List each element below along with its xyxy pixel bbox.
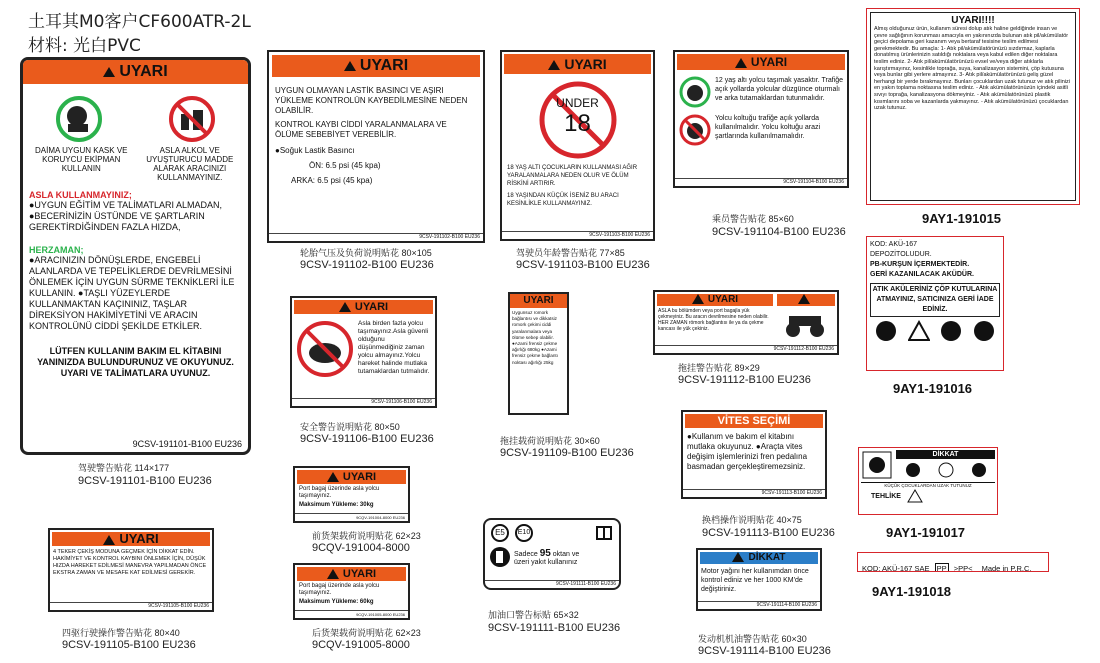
heading-never: ASLA KULLANMAYINIZ; — [29, 190, 132, 200]
label-gear-selection — [681, 410, 827, 499]
caption-tow-load: 拖挂载荷说明贴花 30×60 — [500, 436, 600, 446]
eye-protection-icon — [905, 462, 921, 478]
label-title: UYARI — [750, 55, 788, 69]
disposal-body: Almış olduğunuz ürün, kullanım süresi dolup atık haline geldiğinde insan ve çevre sağlığının korunması amacıyla en yakınınızda bulunan atık pil/akümülatör geçici depolama geri kazanım veya bertaraf tesisine teslim edilmesi gerekmektedir. Bu amaçla: 1- Atık pil/akümülatörünüzü sızdırmaz, kaplarla donatılmış ürünlerinizin satıldığı noktalara veya kabul edilen diğer noktalara teslim ediniz. 2- Atık pil/akümülatörünüzü evsel ve/veya diğer atıklarla karıştırmayınız, kesinlikle toprağa, suya, kanalizasyon sistemini, çöp kutusuna veya bunlar gibi yerlere atmayınız. 3- Atık pil/akümülatörünüzü geliş güzel herhangi bir yerde bırakmayınız. Bunları çocuklardan uzak tutunuz ve atık pilinizi en yakın toplama noktasına teslim ediniz. - Atık akümülatörünüzün içindeki asitli sıvıyı toprağa, kanalizasyona dökmeyiniz. - Atık akümülatörünüzü plastik kısımlarını soba ve kazanlarda yakmayınız. - Atık akümülatörünüzü çocuklardan uzak tutunuz. — [874, 26, 1070, 112]
rack-paragraph: Port bagaj üzerinde asla yolcu taşımayınız. — [299, 486, 380, 499]
warning-triangle-icon — [103, 535, 115, 545]
label-footer-code: 9CQV-191004-8000 EU236 — [295, 513, 408, 521]
warning-triangle-icon — [548, 60, 560, 70]
code-rear-rack: 9CQV-191005-8000 — [312, 639, 410, 651]
warning-triangle-icon — [692, 294, 704, 304]
label-header — [657, 294, 773, 306]
front-pressure: ÖN: 6.5 psi (45 kpa) — [309, 161, 381, 170]
rear-pressure: ARKA: 6.5 psi (45 kpa) — [291, 176, 373, 185]
label-header — [272, 55, 480, 77]
return-box: ATIK AKÜLERİNİZ ÇÖP KUTULARINA ATMAYINIZ, SATICINIZA GERİ İADE EDİNİZ. — [870, 283, 1000, 317]
fuel-text-1: Sadece — [514, 551, 538, 558]
max-load: Maksimum Yükleme: 60kg — [299, 599, 374, 605]
label-rear-rack — [293, 563, 410, 620]
alcohol-caption: ASLA ALKOL VE UYUŞTURUCU MADDE ALARAK ARACINIZI KULLANMAYINIZ. — [146, 146, 234, 182]
no-extra-passenger-icon — [296, 320, 354, 378]
manual-note: LÜTFEN KULLANIM BAKIM EL KİTABINI YANINIZDA BULUNDURUNUZ VE OKUYUNUZ. UYARI VE TALİMATLARA UYUNUZ. — [37, 346, 234, 378]
code-safety-warning: 9CSV-191106-B100 EU236 — [300, 433, 434, 445]
e5-badge: E5 — [491, 524, 509, 542]
code-front-rack: 9CQV-191004-8000 — [312, 542, 410, 554]
label-header — [52, 532, 210, 546]
label-engine-oil — [696, 548, 822, 611]
label-title: DİKKAT — [748, 552, 786, 563]
recycle-line: GERİ KAZANILACAK AKÜDÜR. — [870, 271, 974, 278]
deposit-line: DEPOZİTOLUDUR. — [870, 251, 932, 258]
paragraph-never: ●UYGUN EĞİTİM VE TALİMATLARI ALMADAN, ●BECERİNİZİN ÜSTÜNDE VE ŞARTLARIN GEREKTİRDİĞİNDEN FAZLA HIZDA, — [29, 200, 222, 232]
label-title: UYARI — [119, 63, 168, 80]
pp-badge: PP — [936, 564, 947, 572]
label-header-right — [777, 294, 835, 306]
label-footer-code: 9CSV-191114-B100 EU236 — [698, 601, 820, 609]
oil-body: Motor yağını her kullanımdan önce kontrol ediniz ve her 1000 KM'de değiştiriniz. — [701, 568, 809, 593]
lead-line: PB-KURŞUN İÇERMEKTEDİR. — [870, 261, 970, 268]
label-footer-code: 9CSV-191101-B100 EU236 — [132, 439, 242, 449]
code-age-warning: 9CSV-191103-B100 EU236 — [516, 259, 650, 271]
label-tow-warning — [653, 290, 839, 355]
label-header — [700, 552, 818, 564]
explosion-icon — [907, 489, 923, 503]
paragraph-1: UYGUN OLMAYAN LASTİK BASINCI VE AŞIRI YÜKLEME KONTROLÜN KAYBEDİLMESİNE NEDEN OLABİLİR. — [275, 86, 468, 115]
label-fuel-cap — [483, 518, 621, 590]
code-driving-warning: 9CSV-191101-B100 EU236 — [78, 475, 212, 487]
caption-front-rack: 前货架载荷说明贴花 62×23 — [312, 531, 421, 541]
label-header — [677, 54, 845, 70]
label-title: UYARI — [342, 471, 377, 483]
paragraph-1: 18 YAŞ ALTI ÇOCUKLARIN KULLANMASI AĞIR YARALANMALARA NEDEN OLUR VE ÖLÜM RİSKİNİ ARTIRIR. — [507, 165, 638, 187]
label-header — [23, 60, 248, 84]
label-footer-code: 9CSV-191103-B100 EU236 — [502, 231, 653, 239]
octane-number: 95 — [539, 548, 551, 559]
read-manual-icon — [971, 462, 987, 478]
paragraph-2: Yolcu koltuğu trafiğe açık yollarda kullanılmalıdır. Yolcu koltuğu arazi şartlarında kullanılmamalıdır. — [715, 115, 821, 140]
kod-strip-text: KOD: AKÜ-167 SAE — [862, 564, 930, 572]
label-header — [294, 300, 433, 314]
label-title: UYARI — [119, 531, 159, 546]
cold-tire-heading: ●Soğuk Lastik Basıncı — [275, 146, 355, 155]
label-title: UYARI — [707, 294, 739, 305]
made-in: Made in P.R.C. — [981, 564, 1032, 572]
label-passenger-warning — [673, 50, 849, 188]
header-line-1: 土耳其M0客户CF600ATR-2L — [28, 12, 251, 32]
label-4wd-warning — [48, 528, 214, 612]
label-safety-warning — [290, 296, 437, 408]
caption-tire-pressure: 轮胎气压及负荷说明贴花 80×105 — [300, 248, 432, 258]
label-footer-code: 9CSV-191112-B100 EU236 — [655, 345, 837, 353]
caption-passenger-warning: 乘员警告贴花 85×60 — [712, 214, 794, 224]
label-title: DİKKAT — [896, 450, 995, 459]
book-icon — [595, 524, 613, 542]
read-manual-icon — [973, 320, 995, 342]
paragraph-2: KONTROL KAYBI CİDDİ YARALANMALARA VE ÖLÜME SEBEBİYET VEREBİLİR. — [275, 120, 447, 139]
tehlike-text: TEHLİKE — [871, 492, 901, 500]
label-battery-disposal — [866, 8, 1080, 205]
corrosive-icon — [861, 450, 893, 480]
label-title: UYARI!!!! — [951, 15, 995, 26]
label-front-rack — [293, 466, 410, 523]
caption-driving-warning: 驾驶警告贴花 114×177 — [78, 463, 170, 473]
label-kod-strip — [857, 552, 1049, 572]
label-header — [297, 470, 406, 484]
label-tire-pressure — [267, 50, 485, 243]
paragraph-always: ●ARACINIZIN DÖNÜŞLERDE, ENGEBELİ ALANLARDA VE TEPELİKLERDE DEVRİLMESİNİ ÖNLEMEK İÇİN UYGUN SÜRME TEKNİKLERİ İLE KULLANIN. ●TAŞLI YÜZEYLERDE KULLANMAKTAN KAÇININIZ, TAŞLAR DİREKSİYON HAKİMİYETİNİ VE ARACIN KONTROLÜNÜ CİDDİ ŞEKİLDE ETKİLER. — [29, 255, 235, 331]
caption-tow-warning: 拖挂警告贴花 89×29 — [678, 363, 760, 373]
no-smoking-icon — [938, 462, 954, 478]
label-header — [504, 54, 651, 74]
caption-engine-oil: 发动机机油警告贴花 60×30 — [698, 634, 807, 644]
e10-badge: E10 — [515, 524, 533, 542]
under-text: UNDER — [556, 96, 599, 110]
label-title: VİTES SEÇİMİ — [717, 415, 791, 427]
label-dikkat-battery — [858, 447, 998, 515]
no-fire-icon — [875, 320, 897, 342]
code-tow-warning: 9CSV-191112-B100 EU236 — [678, 374, 811, 386]
label-driving-warning — [20, 57, 251, 455]
label-footer-code: 9CSV-191113-B100 EU236 — [683, 489, 825, 497]
heading-always: HERZAMAN; — [29, 245, 84, 255]
code-battery-disposal: 9AY1-191015 — [922, 211, 1002, 226]
warning-triangle-icon — [327, 472, 339, 482]
label-footer-code: 9CSV-191111-B100 EU236 — [485, 580, 619, 588]
caption-fuel-cap: 加油口警告标贴 65×32 — [488, 610, 579, 620]
code-engine-oil: 9CSV-191114-B100 EU236 — [698, 645, 831, 657]
age-number: 18 — [564, 110, 591, 137]
tow-body: Uygunsuz romork bağlantısı ve dikkatsiz romork çekimi ciddi yaralanmalara veya ölüme sebep olabilir. ●Azami frensiz çekme ağırlığı 680kg ●Azami frensiz çekme bağlantı noktası ağırlığı 25kg — [512, 310, 558, 365]
label-footer-code: 9CSV-191104-B100 EU236 — [675, 178, 847, 186]
atv-tow-icon — [777, 306, 835, 340]
warning-triangle-icon — [735, 58, 747, 68]
code-kod-strip: 9AY1-191018 — [872, 584, 952, 599]
kod-line: KOD: AKÜ-167 — [870, 241, 918, 248]
helmet-caption: DAİMA UYGUN KASK VE KORUYCU EKİPMAN KULLANIN — [35, 146, 128, 173]
label-footer-code: 9CQV-191005-8000 EU236 — [295, 610, 408, 618]
code-battery-deposit: 9AY1-191016 — [893, 381, 973, 396]
fuel-text-3: üzeri yakıt kullanınız — [514, 559, 578, 566]
code-tow-load: 9CSV-191109-B100 EU236 — [500, 447, 634, 459]
caption-age-warning: 驾驶员年龄警告贴花 77×85 — [516, 248, 625, 258]
caption-rear-rack: 后货架载荷说明贴花 62×23 — [312, 628, 421, 638]
label-title: UYARI — [523, 295, 554, 306]
label-age-warning — [500, 50, 655, 241]
label-footer-code: 9CSV-191105-B100 EU236 — [50, 602, 212, 610]
caption-gear-selection: 换档操作说明贴花 40×75 — [702, 515, 802, 525]
label-header — [685, 414, 823, 428]
code-4wd-warning: 9CSV-191105-B100 EU236 — [62, 639, 196, 651]
paragraph-1: 12 yaş altı yolcu taşımak yasaktır. Trafiğe açık yollarda yolcular düzgünce oturmalı ve arka tutamaklardan tutunmalıdır. — [715, 77, 843, 102]
label-header — [510, 294, 567, 308]
code-passenger-warning: 9CSV-191104-B100 EU236 — [712, 226, 846, 238]
header-line-2: 材料: 光白PVC — [28, 36, 141, 56]
rack-paragraph: Port bagaj üzerinde asla yolcu taşımayınız. — [299, 583, 380, 596]
label-battery-deposit — [866, 236, 1004, 371]
label-title: UYARI — [359, 57, 409, 74]
label-title: UYARI — [564, 56, 607, 72]
label-footer-code: 9CSV-191102-B100 EU236 — [269, 233, 483, 241]
pp-marking: >PP< — [953, 564, 973, 572]
warning-triangle-icon — [798, 294, 810, 304]
label-header — [297, 567, 406, 581]
label-title: UYARI — [354, 301, 389, 313]
code-gear-selection: 9CSV-191113-B100 EU236 — [702, 527, 835, 539]
helmet-green-circle-icon — [56, 96, 102, 142]
gear-body: ●Kullanım ve bakım el kitabını mutlaka okuyunuz. ●Araçta vites değişim işlemlerinizi fren pedalına basmadan gerçekleştiremezsiniz. — [687, 432, 808, 471]
caption-safety-warning: 安全警告说明贴花 80×50 — [300, 422, 400, 432]
label-footer-code: 9CSV-191106-B100 EU236 — [292, 398, 435, 406]
no-passenger-offroad-icon — [679, 114, 711, 146]
paragraph-2: 18 YAŞINDAN KÜÇÜK İSENİZ BU ARACI KESİNLİKLE KULLANMAYINIZ. — [507, 193, 619, 207]
warning-triangle-icon — [344, 61, 356, 71]
keep-away-children: KÜÇÜK ÇOCUKLARDAN UZAK TUTUNUZ — [861, 482, 995, 488]
fuel-pump-icon — [489, 546, 511, 568]
corrosive-icon — [908, 320, 930, 342]
warning-triangle-icon — [103, 67, 115, 77]
safety-body: Asla birden fazla yolcu taşımayınız.Asla güvenli olduğunu düşünmediğiniz zaman yolcu almayınız.Yolcu hareket halinde mutlaka tutamaklardan tutmalıdır. — [358, 320, 430, 375]
no-alcohol-icon — [169, 96, 215, 142]
warning-triangle-icon — [732, 552, 744, 562]
fuel-text-2: oktan ve — [552, 551, 580, 558]
label-title: UYARI — [342, 568, 377, 580]
eye-protection-icon — [940, 320, 962, 342]
code-dikkat-battery: 9AY1-191017 — [886, 525, 966, 540]
child-passenger-icon — [679, 76, 711, 108]
warning-triangle-icon — [327, 569, 339, 579]
caption-4wd-warning: 四驱行驶操作警告贴花 80×40 — [62, 628, 180, 638]
warning-triangle-icon — [339, 302, 351, 312]
code-tire-pressure: 9CSV-191102-B100 EU236 — [300, 259, 434, 271]
max-load: Maksimum Yükleme: 30kg — [299, 502, 374, 508]
label-tow-load — [508, 292, 569, 415]
tow-warning-body: ASLA bu bölümden veya port bagajla yük çekmeyiniz. Bu aracın devrilmesine neden olabilir. HER ZAMAN römork bağlantısı ile ya da çekme kancası ile yük çekiniz. — [658, 308, 769, 332]
code-fuel-cap: 9CSV-191111-B100 EU236 — [488, 622, 621, 634]
4wd-body: 4 TEKER ÇEKİŞ MODUNA GEÇMEK İÇİN DİKKAT EDİN. HAKİMİYET VE KONTROL KAYBINI ÖNLEMEK İÇİN, DÜŞÜK HIZDA HAREKET EDİLMESİ MANEVRA YAPILMADAN ÖNCE EKSTRA ZAMAN VE MESAFE KAT EDİLMESİ GEREKİR. — [53, 549, 207, 576]
